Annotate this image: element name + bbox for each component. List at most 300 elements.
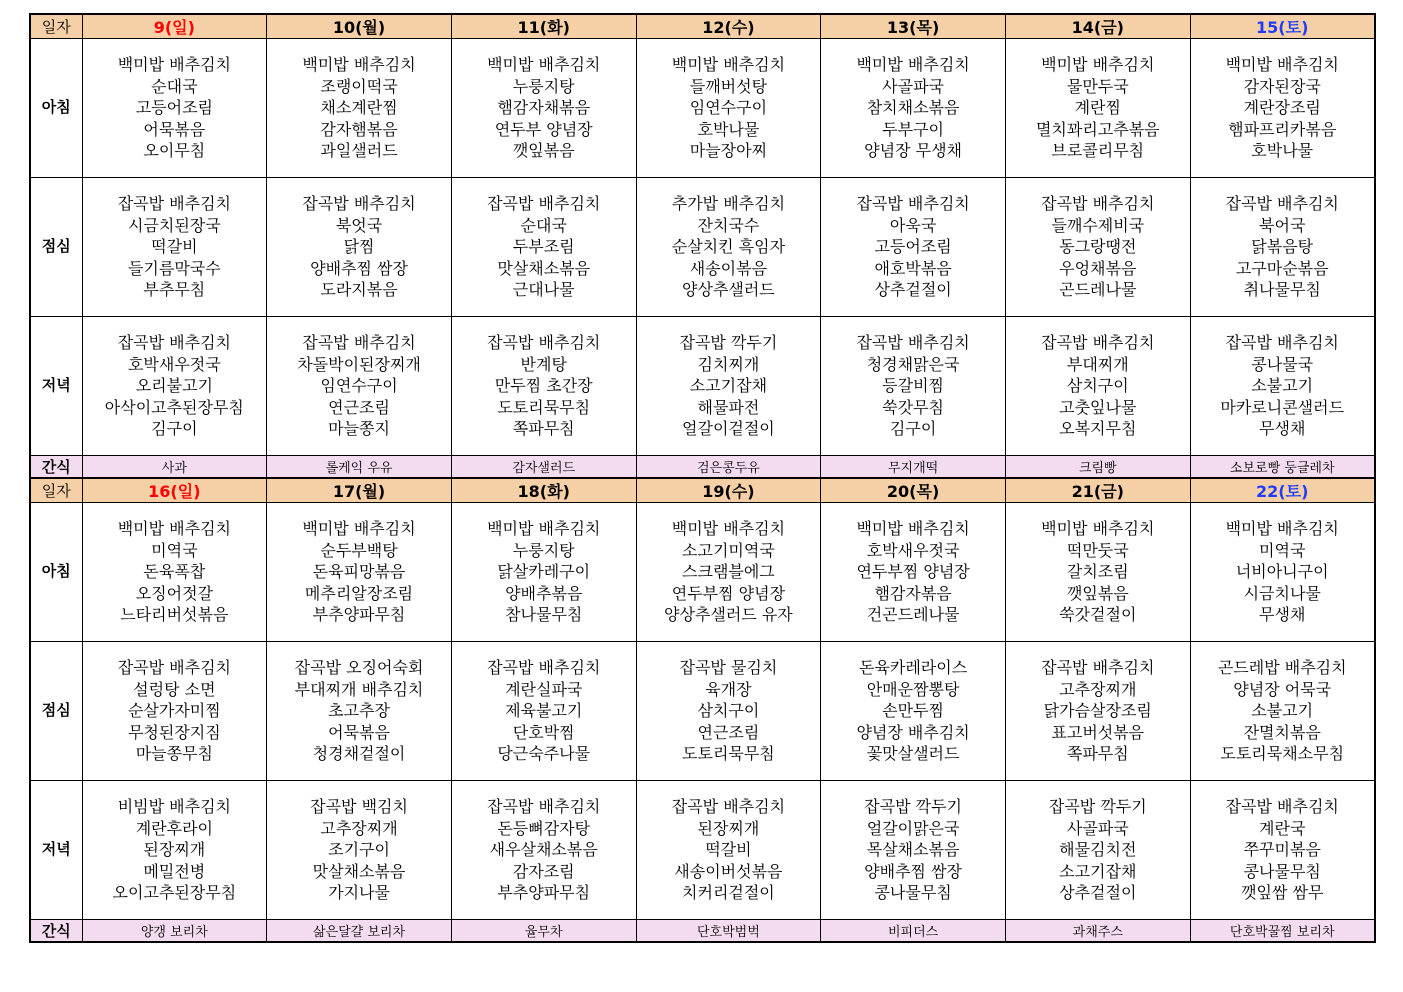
menu-item: 만두찜 초간장 [494,376,593,396]
day-header: 10(월) [267,14,452,39]
menu-item: 햄감자볶음 [874,583,952,603]
menu-cell [821,503,1006,642]
menu-item: 너비아니구이 [1235,562,1329,582]
dinner-label: 저녁 [30,317,82,456]
lunch-label: 점심 [30,642,82,781]
menu-item: 시금치된장국 [127,215,221,235]
menu-item: 된장찌개 [697,818,760,838]
snack-cell: 삶은달걀 보리차 [267,920,452,943]
menu-cell [267,781,452,920]
menu-item: 참치채소볶음 [866,98,960,118]
day-header: 22(토) [1190,478,1375,503]
menu-item: 닭볶음탕 [1251,237,1314,257]
menu-item: 고춧잎나물 [1059,397,1137,417]
menu-item: 곤드레밥 배추김치 [1217,658,1347,678]
menu-cell [451,781,636,920]
menu-item: 치커리겉절이 [682,883,775,903]
menu-item: 호박새우젓국 [127,354,221,374]
menu-cell [1190,642,1375,781]
menu-item: 잡곡밥 물김치 [679,658,778,678]
menu-item: 아욱국 [889,215,937,235]
menu-item: 김구이 [889,419,937,439]
menu-item: 계란후라이 [135,818,213,838]
menu-item: 백미밥 배추김치 [671,519,786,539]
menu-item: 취나물무침 [1243,280,1321,300]
menu-item: 임연수구이 [689,98,768,118]
menu-item: 건곤드레나물 [866,605,960,625]
menu-item: 소고기미역국 [682,540,775,560]
menu-item: 북어국 [1259,215,1306,235]
menu-cell [1005,39,1190,178]
snack-label: 간식 [30,920,82,943]
lunch-row [30,178,1375,317]
menu-cell [821,39,1006,178]
menu-cell [1190,317,1375,456]
menu-item: 잡곡밥 깍두기 [679,333,778,353]
menu-cell [82,178,267,317]
breakfast-label: 아침 [30,39,82,178]
menu-item: 맛살채소볶음 [312,861,406,881]
menu-item: 떡만둣국 [1066,540,1129,560]
menu-item: 호박새우젓국 [866,540,960,560]
menu-item: 해물김치전 [1059,840,1137,860]
menu-item: 잡곡밥 배추김치 [1225,797,1339,817]
menu-item: 고구마순볶음 [1235,258,1329,278]
breakfast-label: 아침 [30,503,82,642]
menu-item: 임연수구이 [320,376,398,396]
menu-item: 쑥갓겉절이 [1059,605,1137,625]
menu-item: 무생채 [1259,419,1306,439]
menu-item: 연근조림 [697,722,760,742]
menu-item: 백미밥 배추김치 [302,519,416,539]
menu-item: 잡곡밥 배추김치 [856,333,970,353]
menu-item: 사골파국 [882,76,944,96]
menu-cell [636,642,821,781]
menu-item: 고등어조림 [874,237,952,257]
menu-item: 얼갈이맑은국 [866,818,960,838]
menu-item: 양배추찜 쌈장 [310,258,408,278]
menu-item: 백미밥 배추김치 [856,55,970,75]
menu-item: 소고기잡채 [1059,861,1137,881]
menu-item: 우엉채볶음 [1059,258,1137,278]
menu-item: 도토리묵채소무침 [1220,744,1345,764]
menu-item: 청경채맑은국 [866,354,960,374]
menu-item: 콩나물국 [1251,354,1314,374]
weekly-meal-menu-table [29,13,1376,943]
menu-item: 백미밥 배추김치 [1041,55,1155,75]
menu-item: 두부구이 [882,119,944,139]
menu-cell [821,317,1006,456]
menu-item: 소불고기 [1251,376,1314,396]
menu-item: 연두부 양념장 [494,119,593,139]
menu-item: 무청된장지짐 [127,722,221,742]
snack-cell: 롤케익 우유 [267,456,452,479]
menu-cell [1005,503,1190,642]
menu-item: 돈등뼈감자탕 [497,818,591,838]
menu-item: 멸치꽈리고추볶음 [1035,119,1160,139]
lunch-row [30,642,1375,781]
menu-item: 깻잎쌈 쌈무 [1241,883,1324,903]
day-header: 19(수) [636,478,821,503]
menu-item: 차돌박이된장찌개 [297,354,421,374]
menu-item: 어묵볶음 [328,722,390,742]
menu-item: 삼치구이 [1066,376,1129,396]
menu-cell [267,503,452,642]
menu-item: 계란장조림 [1243,98,1321,118]
menu-item: 육개장 [705,679,752,699]
day-header: 15(토) [1190,14,1375,39]
menu-cell [821,781,1006,920]
menu-item: 마늘쫑무침 [135,744,213,764]
menu-item: 쭈꾸미볶음 [1243,840,1321,860]
menu-item: 양배추찜 쌈장 [864,861,962,881]
menu-item: 조랭이떡국 [320,76,398,96]
menu-item: 부추양파무침 [497,883,591,903]
menu-item: 순대국 [151,76,198,96]
menu-cell [82,317,267,456]
menu-item: 손만두찜 [882,701,944,721]
menu-item: 삼치구이 [697,701,760,721]
menu-item: 근대나물 [512,280,575,300]
snack-cell: 검은콩두유 [636,456,821,479]
lunch-label: 점심 [30,178,82,317]
menu-item: 마늘쫑지 [328,419,390,439]
menu-item: 고추장찌개 [1059,679,1137,699]
menu-item: 연두부찜 양념장 [856,562,970,582]
snack-cell: 단호박꿀찜 보리차 [1190,920,1375,943]
menu-item: 얼갈이겉절이 [682,419,775,439]
menu-cell [821,642,1006,781]
menu-body [30,14,1375,942]
menu-item: 양념장 어묵국 [1233,679,1332,699]
menu-cell [636,781,821,920]
menu-item: 과일샐러드 [320,141,398,161]
menu-item: 부추양파무침 [312,605,406,625]
menu-cell [451,317,636,456]
day-header: 21(금) [1005,478,1190,503]
menu-cell [451,642,636,781]
menu-item: 백미밥 배추김치 [302,55,416,75]
menu-item: 상추겉절이 [874,280,952,300]
menu-item: 새우살채소볶음 [489,840,598,860]
menu-item: 새송이버섯볶음 [674,861,783,881]
menu-item: 잡곡밥 배추김치 [117,333,231,353]
snack-cell: 감자샐러드 [451,456,636,479]
menu-item: 안매운짬뽕탕 [866,679,960,699]
menu-item: 김구이 [151,419,198,439]
menu-item: 소불고기 [1251,701,1314,721]
dinner-row [30,781,1375,920]
breakfast-row [30,39,1375,178]
menu-item: 감자된장국 [1243,76,1321,96]
menu-item: 잡곡밥 배추김치 [1225,194,1339,214]
menu-item: 잡곡밥 배추김치 [671,797,786,817]
menu-item: 연근조림 [328,397,390,417]
menu-item: 호박나물 [697,119,760,139]
menu-item: 백미밥 배추김치 [117,55,231,75]
menu-item: 미역국 [151,540,198,560]
snack-cell: 사과 [82,456,267,479]
menu-cell [821,178,1006,317]
menu-item: 시금치나물 [1243,583,1321,603]
menu-item: 떡갈비 [151,237,198,257]
menu-cell [82,781,267,920]
menu-cell [1005,781,1190,920]
menu-item: 양념장 배추김치 [856,722,970,742]
day-header: 20(목) [821,478,1006,503]
menu-item: 고추장찌개 [320,818,398,838]
menu-item: 들기름막국수 [127,258,221,278]
menu-item: 가지나물 [328,883,390,903]
menu-item: 참나물무침 [505,605,583,625]
snack-label: 간식 [30,456,82,479]
menu-item: 도라지볶음 [320,280,398,300]
menu-item: 잡곡밥 깍두기 [1048,797,1147,817]
menu-item: 곤드레나물 [1059,280,1137,300]
menu-item: 양념장 무생채 [864,141,962,161]
date-label: 일자 [30,478,82,503]
snack-cell: 과채주스 [1005,920,1190,943]
menu-cell [451,178,636,317]
menu-cell [1190,178,1375,317]
menu-item: 애호박볶음 [874,258,952,278]
day-header: 14(금) [1005,14,1190,39]
menu-item: 깻잎볶음 [1066,583,1129,603]
menu-item: 백미밥 배추김치 [856,519,970,539]
menu-item: 브로콜리무침 [1051,141,1145,161]
menu-cell [267,642,452,781]
menu-item: 백미밥 배추김치 [1041,519,1155,539]
menu-item: 백미밥 배추김치 [671,55,786,75]
menu-item: 오이고추된장무침 [112,883,237,903]
menu-item: 햄감자채볶음 [497,98,591,118]
menu-item: 양배추볶음 [505,583,583,603]
menu-item: 초고추장 [328,701,390,721]
menu-item: 상추겉절이 [1059,883,1137,903]
snack-row [30,456,1375,479]
menu-item: 오리불고기 [135,376,213,396]
snack-cell: 소보로빵 둥글레차 [1190,456,1375,479]
menu-item: 오징어젓갈 [135,583,213,603]
date-header-row [30,14,1375,39]
menu-item: 백미밥 배추김치 [117,519,231,539]
menu-item: 닭찜 [343,237,375,257]
menu-item: 쪽파무침 [1066,744,1129,764]
menu-item: 깻잎볶음 [512,141,575,161]
menu-item: 누룽지탕 [512,76,575,96]
menu-cell [1190,781,1375,920]
date-label: 일자 [30,14,82,39]
day-header: 18(화) [451,478,636,503]
menu-item: 아삭이고추된장무침 [104,397,244,417]
menu-item: 순살가자미찜 [127,701,221,721]
menu-item: 연두부찜 양념장 [671,583,786,603]
menu-item: 청경채겉절이 [312,744,406,764]
menu-item: 꽃맛살샐러드 [866,744,960,764]
menu-item: 부대찌개 배추김치 [294,679,424,699]
menu-item: 콩나물무침 [874,883,952,903]
snack-cell: 율무차 [451,920,636,943]
menu-item: 들깨수제비국 [1051,215,1145,235]
menu-item: 감자햄볶음 [320,119,398,139]
day-header: 11(화) [451,14,636,39]
menu-cell [451,503,636,642]
menu-cell [451,39,636,178]
menu-item: 추가밥 배추김치 [671,194,786,214]
menu-cell [1005,178,1190,317]
menu-item: 부추무침 [143,280,206,300]
menu-item: 잡곡밥 백김치 [310,797,408,817]
menu-cell [1005,317,1190,456]
menu-item: 잡곡밥 깍두기 [864,797,962,817]
menu-item: 잡곡밥 배추김치 [1041,658,1155,678]
menu-item: 목살채소볶음 [866,840,960,860]
menu-item: 순살치킨 흑임자 [671,237,786,257]
menu-cell [1190,39,1375,178]
menu-item: 반계탕 [520,354,567,374]
menu-item: 햄파프리카볶음 [1228,119,1337,139]
menu-item: 콩나물무침 [1243,861,1321,881]
day-header: 13(목) [821,14,1006,39]
menu-item: 돈육폭찹 [143,562,206,582]
menu-item: 소고기잡채 [689,376,768,396]
menu-cell [267,178,452,317]
menu-item: 부대찌개 [1066,354,1129,374]
dinner-label: 저녁 [30,781,82,920]
menu-item: 표고버섯볶음 [1051,722,1145,742]
menu-item: 닭살카레구이 [497,562,591,582]
menu-item: 순대국 [520,215,567,235]
snack-cell: 비피더스 [821,920,1006,943]
menu-item: 잡곡밥 배추김치 [117,658,231,678]
menu-item: 오복지무침 [1059,419,1137,439]
menu-item: 잡곡밥 배추김치 [1225,333,1339,353]
menu-item: 스크램블에그 [682,562,775,582]
menu-item: 계란실파국 [505,679,583,699]
menu-item: 닭가슴살장조림 [1043,701,1152,721]
menu-item: 순두부백탕 [320,540,398,560]
menu-item: 새송이볶음 [689,258,768,278]
day-header: 16(일) [82,478,267,503]
menu-item: 백미밥 배추김치 [1225,55,1339,75]
menu-item: 잡곡밥 배추김치 [302,333,416,353]
menu-item: 비빔밥 배추김치 [117,797,231,817]
menu-item: 백미밥 배추김치 [487,519,601,539]
menu-item: 떡갈비 [705,840,752,860]
breakfast-row [30,503,1375,642]
menu-item: 동그랑땡전 [1059,237,1137,257]
menu-item: 설렁탕 소면 [133,679,216,699]
menu-item: 감자조림 [512,861,575,881]
menu-item: 잡곡밥 배추김치 [1041,194,1155,214]
snack-row [30,920,1375,943]
menu-cell [267,39,452,178]
menu-item: 돈육카레라이스 [858,658,968,678]
menu-item: 잡곡밥 오징어숙회 [294,658,424,678]
menu-item: 마늘장아찌 [689,141,768,161]
menu-item: 채소계란찜 [320,98,398,118]
snack-cell: 무지개떡 [821,456,1006,479]
menu-item: 돈육피망볶음 [312,562,406,582]
menu-item: 갈치조림 [1066,562,1129,582]
menu-item: 조기구이 [328,840,390,860]
menu-item: 백미밥 배추김치 [487,55,601,75]
menu-item: 계란찜 [1074,98,1121,118]
menu-item: 미역국 [1259,540,1306,560]
menu-item: 맛살채소볶음 [497,258,591,278]
menu-cell [267,317,452,456]
day-header: 12(수) [636,14,821,39]
menu-cell [636,503,821,642]
menu-item: 쑥갓무침 [882,397,944,417]
menu-item: 들깨버섯탕 [689,76,768,96]
menu-item: 잡곡밥 배추김치 [856,194,970,214]
menu-item: 잡곡밥 배추김치 [487,797,601,817]
menu-item: 잡곡밥 배추김치 [302,194,416,214]
menu-cell [82,642,267,781]
menu-item: 등갈비찜 [882,376,944,396]
menu-item: 잔치국수 [697,215,760,235]
menu-item: 백미밥 배추김치 [1225,519,1339,539]
menu-item: 도토리묵무침 [682,744,775,764]
menu-item: 해물파전 [697,397,760,417]
menu-item: 제육불고기 [505,701,583,721]
snack-cell: 크림빵 [1005,456,1190,479]
menu-item: 물만두국 [1066,76,1129,96]
menu-cell [636,39,821,178]
snack-cell: 양갱 보리차 [82,920,267,943]
dinner-row [30,317,1375,456]
menu-cell [1005,642,1190,781]
menu-item: 사골파국 [1066,818,1129,838]
date-header-row [30,478,1375,503]
menu-cell [1190,503,1375,642]
menu-cell [636,178,821,317]
menu-cell [82,503,267,642]
menu-item: 잔멸치볶음 [1243,722,1321,742]
menu-item: 잡곡밥 배추김치 [117,194,231,214]
menu-item: 당근숙주나물 [497,744,591,764]
menu-item: 마카로니콘샐러드 [1220,397,1345,417]
menu-item: 잡곡밥 배추김치 [1041,333,1155,353]
menu-item: 잡곡밥 배추김치 [487,658,601,678]
day-header: 17(월) [267,478,452,503]
menu-item: 된장찌개 [143,840,206,860]
menu-cell [636,317,821,456]
menu-item: 무생채 [1259,605,1306,625]
menu-item: 어묵볶음 [143,119,206,139]
menu-item: 잡곡밥 배추김치 [487,333,601,353]
menu-item: 양상추샐러드 [682,280,775,300]
menu-item: 단호박찜 [512,722,575,742]
day-header: 9(일) [82,14,267,39]
snack-cell: 단호박범벅 [636,920,821,943]
menu-item: 고등어조림 [135,98,213,118]
menu-item: 느타리버섯볶음 [120,605,229,625]
menu-item: 누룽지탕 [512,540,575,560]
menu-item: 메추리알장조림 [304,583,414,603]
menu-item: 양상추샐러드 유자 [664,605,793,625]
menu-item: 호박나물 [1251,141,1314,161]
menu-item: 잡곡밥 배추김치 [487,194,601,214]
menu-item: 오이무침 [143,141,206,161]
menu-item: 두부조림 [512,237,575,257]
menu-item: 북엇국 [335,215,383,235]
menu-cell [82,39,267,178]
menu-item: 계란국 [1259,818,1306,838]
menu-item: 쪽파무침 [512,419,575,439]
menu-item: 메밀전병 [143,861,206,881]
